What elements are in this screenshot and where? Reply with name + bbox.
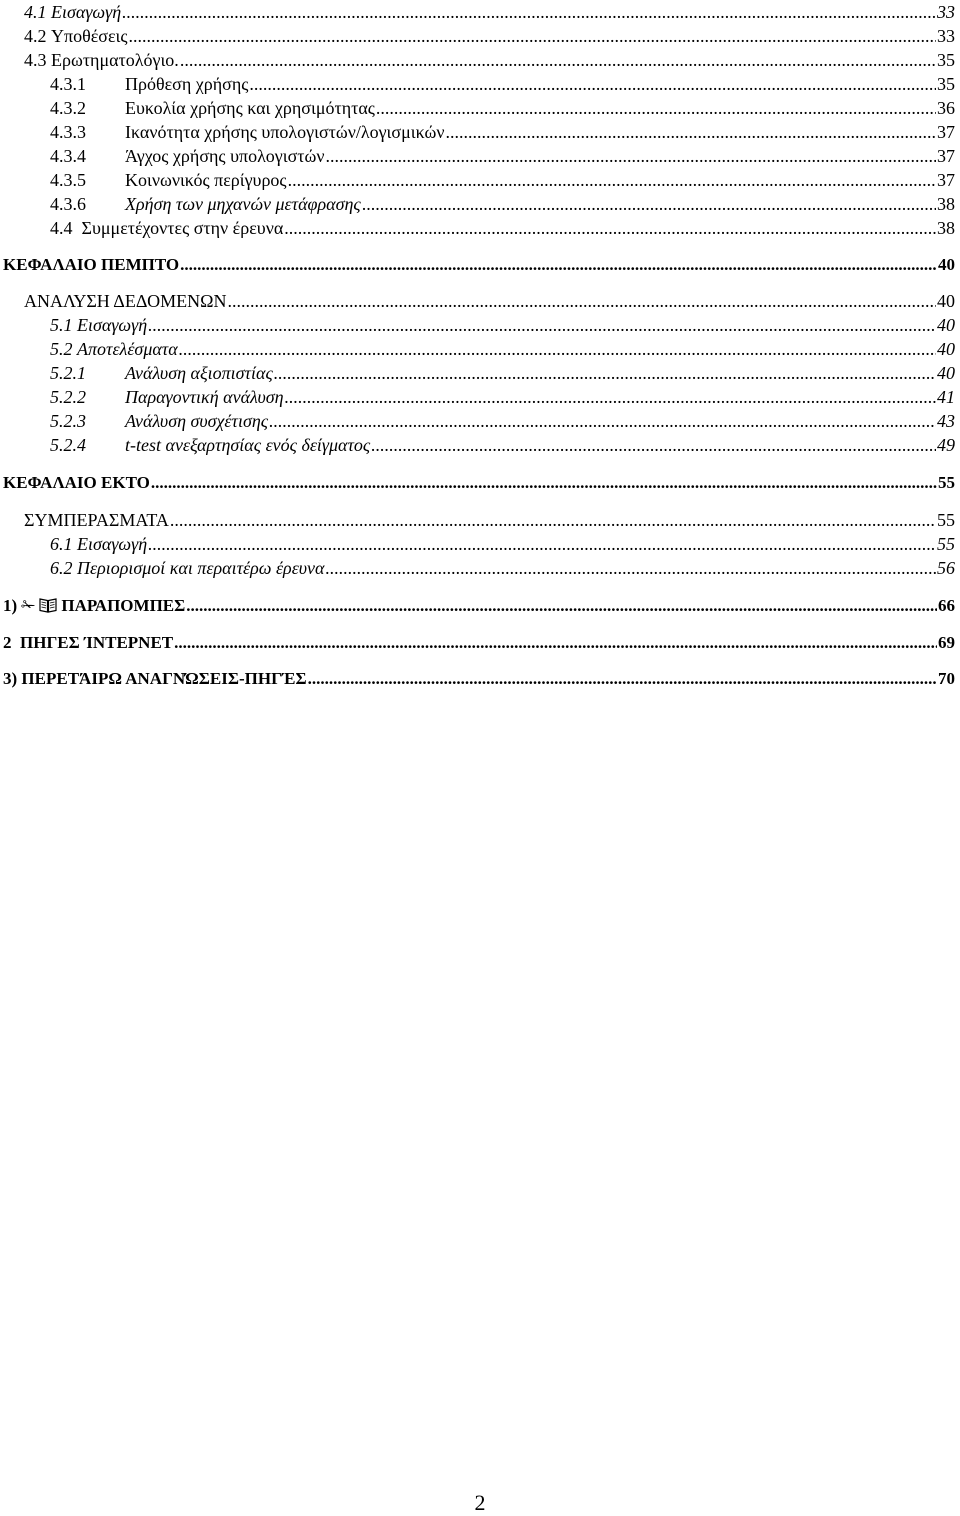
toc-entry-title: Ανάλυση συσχέτισης bbox=[125, 411, 269, 431]
toc-entry[interactable] bbox=[50, 337, 955, 361]
toc-entry-number: 4.1 bbox=[24, 2, 47, 22]
toc-entry-number: 5.2.2 bbox=[50, 387, 86, 407]
toc-leader-dots bbox=[228, 289, 937, 313]
toc-entry-page: 37 bbox=[937, 122, 955, 142]
toc-entry-title: Εισαγωγή bbox=[77, 315, 148, 335]
toc-entry-page: 35 bbox=[937, 50, 955, 70]
toc-entry-number: 4.3.6 bbox=[50, 194, 86, 214]
toc-entry-page: 37 bbox=[937, 170, 955, 190]
toc-entry-title: Ευκολία χρήσης και χρησιμότητας bbox=[125, 98, 375, 118]
toc-leader-dots bbox=[179, 337, 936, 361]
toc-entry[interactable] bbox=[24, 0, 955, 24]
toc-entry-page: 66 bbox=[938, 596, 955, 615]
toc-entry-number: 5.2.1 bbox=[50, 363, 86, 383]
toc-entry-page: 43 bbox=[937, 411, 955, 431]
toc-entry-number: 1) bbox=[3, 596, 18, 615]
toc-entry-number: 5.1 bbox=[50, 315, 73, 335]
toc-entry-title: Ικανότητα χρήσης υπολογιστών/λογισμικών bbox=[125, 122, 445, 142]
toc-leader-dots bbox=[362, 192, 936, 216]
toc-entry-page: 36 bbox=[937, 98, 955, 118]
scissors-icon: ✁ bbox=[21, 596, 36, 616]
toc-entry[interactable] bbox=[24, 289, 955, 313]
toc-leader-dots bbox=[122, 0, 936, 24]
toc-entry[interactable] bbox=[50, 433, 955, 457]
toc-leader-dots bbox=[308, 667, 937, 691]
toc-entry-title: ΠΑΡΑΠΟΜΠΕΣ bbox=[61, 596, 186, 615]
toc-leader-dots bbox=[249, 72, 936, 96]
toc-entry-number: 5.2.3 bbox=[50, 411, 86, 431]
toc-leader-dots bbox=[371, 433, 936, 457]
toc-entry-number: 4.3.4 bbox=[50, 146, 86, 166]
toc-leader-dots bbox=[174, 631, 937, 655]
toc-entry-page: 55 bbox=[938, 473, 955, 492]
toc-leader-dots bbox=[274, 361, 936, 385]
toc-entry-number: 4.3.2 bbox=[50, 98, 86, 118]
toc-chapter-entry[interactable] bbox=[3, 631, 955, 655]
toc-entry-title: Πρόθεση χρήσης bbox=[125, 74, 249, 94]
toc-entry-page: 40 bbox=[937, 315, 955, 335]
toc-entry-page: 38 bbox=[937, 218, 955, 238]
toc-leader-dots bbox=[326, 144, 936, 168]
toc-entry[interactable] bbox=[50, 168, 955, 192]
toc-entry-number: 6.2 bbox=[50, 558, 73, 578]
toc-entry-page: 37 bbox=[937, 146, 955, 166]
toc-entry-title: t-test ανεξαρτησίας ενός δείγματος bbox=[125, 435, 371, 455]
toc-entry-title: ΑΝΑΛΥΣΗ ΔΕΔΟΜΕΝΩΝ bbox=[24, 291, 227, 311]
toc-chapter-entry[interactable] bbox=[3, 594, 955, 618]
toc-chapter-entry[interactable] bbox=[3, 471, 955, 495]
toc-entry-number: 2 bbox=[3, 633, 12, 652]
toc-leader-dots bbox=[148, 313, 936, 337]
toc-entry-page: 55 bbox=[937, 534, 955, 554]
toc-entry[interactable] bbox=[50, 532, 955, 556]
toc-entry-page: 69 bbox=[938, 633, 955, 652]
page-number: 2 bbox=[474, 1490, 486, 1515]
toc-entry-number: 3) bbox=[3, 669, 18, 688]
toc-entry[interactable] bbox=[24, 48, 955, 72]
toc-entry-page: 56 bbox=[937, 558, 955, 578]
toc-entry[interactable] bbox=[50, 144, 955, 168]
toc-leader-dots bbox=[151, 471, 937, 495]
toc-entry-page: 40 bbox=[937, 291, 955, 311]
toc-chapter-entry[interactable] bbox=[3, 253, 955, 277]
toc-leader-dots bbox=[180, 48, 936, 72]
toc-entry-title: ΣΥΜΠΕΡΑΣΜΑΤΑ bbox=[24, 510, 169, 530]
toc-entry-title: Ερωτηματολόγιο. bbox=[51, 50, 179, 70]
toc-entry-page: 33 bbox=[937, 26, 955, 46]
toc-entry-number: 4.4 bbox=[50, 218, 73, 238]
toc-entry-page: 33 bbox=[937, 2, 955, 22]
toc-leader-dots bbox=[445, 120, 936, 144]
toc-entry[interactable] bbox=[24, 24, 955, 48]
toc-leader-dots bbox=[284, 216, 936, 240]
toc-entry-title: Χρήση των μηχανών μετάφρασης bbox=[125, 194, 361, 214]
toc-leader-dots bbox=[148, 532, 936, 556]
toc-entry[interactable] bbox=[24, 508, 955, 532]
toc-entry-number: 5.2 bbox=[50, 339, 73, 359]
toc-entry-title: Περιορισμοί και περαιτέρω έρευνα bbox=[77, 558, 325, 578]
toc-entry-number: 4.3 bbox=[24, 50, 47, 70]
toc-entry-page: 55 bbox=[937, 510, 955, 530]
toc-entry-page: 41 bbox=[937, 387, 955, 407]
toc-entry-title: Άγχος χρήσης υπολογιστών bbox=[125, 146, 325, 166]
toc-entry[interactable] bbox=[50, 120, 955, 144]
toc-leader-dots bbox=[285, 385, 936, 409]
toc-entry-page: 38 bbox=[937, 194, 955, 214]
toc-chapter-entry[interactable] bbox=[3, 667, 955, 691]
toc-entry-title: Συμμετέχοντες στην έρευνα bbox=[81, 218, 284, 238]
toc-entry-number: 6.1 bbox=[50, 534, 73, 554]
toc-entry-title: ΚΕΦΑΛΑΙΟ ΠΕΜΠΤΟ bbox=[3, 255, 180, 274]
toc-leader-dots bbox=[288, 168, 936, 192]
toc-entry-title: ΚΕΦΑΛΑΙΟ ΕΚΤΟ bbox=[3, 473, 150, 492]
toc-entry-page: 70 bbox=[938, 669, 955, 688]
toc-entry-title: Παραγοντική ανάλυση bbox=[125, 387, 284, 407]
toc-entry-title: ΠΕΡΕΤΆΙΡΩ ΑΝΑΓΝΏΣΕΙΣ-ΠΗΓΈΣ bbox=[21, 669, 307, 688]
toc-leader-dots bbox=[325, 556, 936, 580]
toc-entry-number: 4.3.5 bbox=[50, 170, 86, 190]
toc-leader-dots bbox=[376, 96, 936, 120]
toc-entry-title: ΠΗΓΕΣ ΊΝΤΕΡΝΕΤ bbox=[20, 633, 174, 652]
toc-entry[interactable] bbox=[50, 409, 955, 433]
toc-entry-title: Κοινωνικός περίγυρος bbox=[125, 170, 287, 190]
toc-entry-page: 40 bbox=[937, 339, 955, 359]
toc-entry-title: Αποτελέσματα bbox=[77, 339, 178, 359]
toc-entry[interactable] bbox=[50, 216, 955, 240]
toc-entry-title: Υποθέσεις bbox=[51, 26, 128, 46]
toc-entry[interactable] bbox=[50, 96, 955, 120]
toc-entry[interactable] bbox=[50, 72, 955, 96]
toc-entry[interactable] bbox=[50, 385, 955, 409]
toc-entry-page: 40 bbox=[938, 255, 955, 274]
toc-entry[interactable] bbox=[50, 361, 955, 385]
open-book-icon bbox=[39, 594, 57, 618]
toc-leader-dots bbox=[129, 24, 937, 48]
toc-entry-number: 4.2 bbox=[24, 26, 47, 46]
toc-entry-number: 4.3.3 bbox=[50, 122, 86, 142]
toc-entry-number: 5.2.4 bbox=[50, 435, 86, 455]
toc-entry-page: 40 bbox=[937, 363, 955, 383]
toc-entry[interactable] bbox=[50, 556, 955, 580]
toc-leader-dots bbox=[186, 594, 937, 618]
toc-leader-dots bbox=[269, 409, 936, 433]
toc-entry[interactable] bbox=[50, 313, 955, 337]
toc-entry-title: Εισαγωγή bbox=[51, 2, 122, 22]
toc-entry-page: 35 bbox=[937, 74, 955, 94]
toc-entry-title: Ανάλυση αξιοπιστίας bbox=[125, 363, 273, 383]
toc-leader-dots bbox=[170, 508, 936, 532]
toc-entry-page: 49 bbox=[937, 435, 955, 455]
toc-entry-title: Εισαγωγή bbox=[77, 534, 148, 554]
toc-entry[interactable] bbox=[50, 192, 955, 216]
toc-leader-dots bbox=[180, 253, 937, 277]
toc-entry-number: 4.3.1 bbox=[50, 74, 86, 94]
